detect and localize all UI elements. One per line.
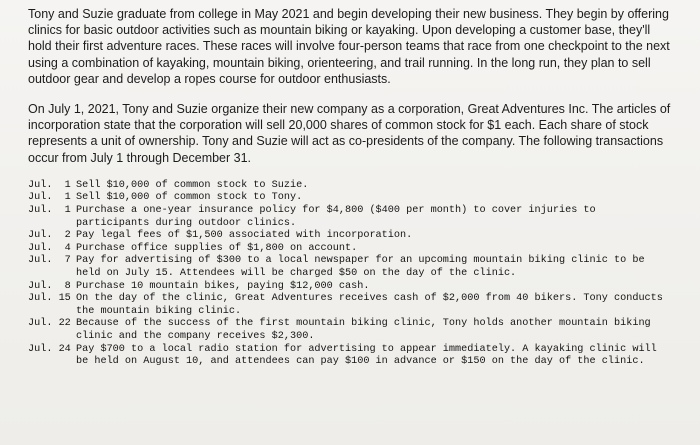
transaction-row xyxy=(28,293,672,318)
transaction-text: Sell $10,000 of common stock to Suzie. xyxy=(76,179,309,191)
transaction-text: Pay $700 to a local radio station for advertising to appear immediately. A kayaking clinic will be held on August 10, and attendees can pay $100 in advance or $150 on the day of the clinic. xyxy=(76,343,657,368)
transaction-date: Jul. 24 xyxy=(28,343,71,355)
transaction-text: Because of the success of the first mountain biking clinic, Tony holds another mountain biking clinic and the company receives $2,300. xyxy=(76,318,651,342)
transaction-text: Pay legal fees of $1,500 associated with incorporation. xyxy=(76,230,413,242)
transaction-date: Jul. 7 xyxy=(28,255,71,267)
transaction-date: Jul. 2 xyxy=(28,230,71,242)
transactions-list xyxy=(28,180,672,369)
incorporation-paragraph: On July 1, 2021, Tony and Suzie organize their new company as a corporation, Great Adventures Inc. The articles of incorporation state that the corporation will sell 20,000 shares of common stock for $1 each. Each share of stock represents a unit of ownership. Tony and Suzie will act as co-presidents of the company. The following transactions occur from July 1 through December 31. xyxy=(28,102,671,165)
transaction-text: Purchase office supplies of $1,800 on account. xyxy=(76,242,358,254)
transaction-date: Jul. 22 xyxy=(28,318,71,330)
transaction-row xyxy=(28,255,672,280)
transaction-date: Jul. 1 xyxy=(28,179,71,191)
transaction-date: Jul. 4 xyxy=(28,242,71,254)
transaction-row xyxy=(28,318,672,343)
transaction-row xyxy=(28,230,672,243)
transaction-text: On the day of the clinic, Great Adventures receives cash of $2,000 from 40 bikers. Tony conducts the mountain biking clinic. xyxy=(76,293,663,317)
transaction-row xyxy=(28,192,672,205)
transaction-row xyxy=(28,205,672,230)
transaction-date: Jul. 1 xyxy=(28,192,71,204)
transaction-date: Jul. 1 xyxy=(28,205,71,217)
transaction-row xyxy=(28,243,672,256)
transaction-row xyxy=(28,180,672,193)
transaction-row xyxy=(28,281,672,294)
transaction-text: Purchase a one-year insurance policy for $4,800 ($400 per month) to cover injuries to participants during outdoor clinics. xyxy=(76,205,596,229)
transaction-text: Pay for advertising of $300 to a local newspaper for an upcoming mountain biking clinic to be held on July 15. Attendees will be charged $50 on the day of the clinic. xyxy=(76,255,645,279)
transaction-text: Sell $10,000 of common stock to Tony. xyxy=(76,192,303,204)
intro-paragraph: Tony and Suzie graduate from college in May 2021 and begin developing their new business. They begin by offering clinics for basic outdoor activities such as mountain biking or kayaking. Upon developing a customer base, they'll hold their first adventure races. These races will involve four-person teams that race from one checkpoint to the next using a combination of kayaking, mountain biking, orienteering, and trail running. In the long run, they plan to sell outdoor gear and develop a ropes course for outdoor enthusiasts. xyxy=(28,7,670,86)
transaction-text: Purchase 10 mountain bikes, paying $12,000 cash. xyxy=(76,280,370,292)
transaction-row xyxy=(28,344,672,369)
transaction-date: Jul. 8 xyxy=(28,280,71,292)
transaction-date: Jul. 15 xyxy=(28,293,71,305)
